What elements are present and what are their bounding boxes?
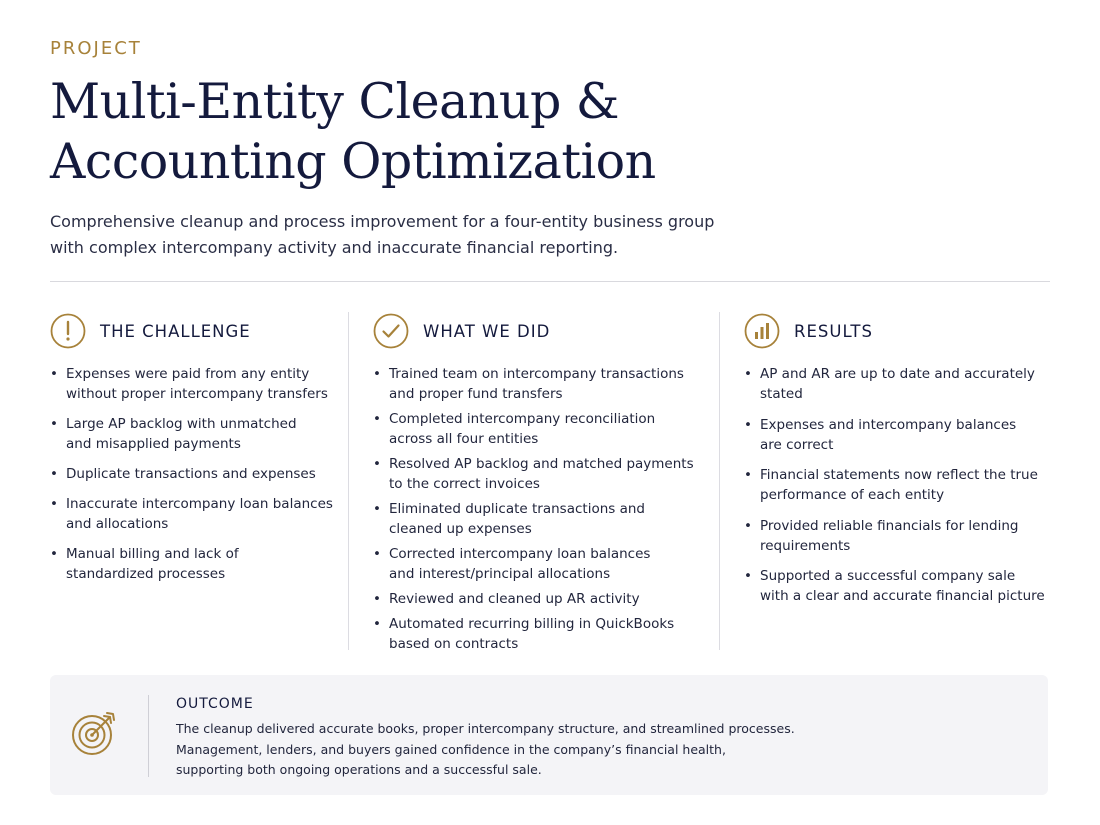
page-title-line: Multi-Entity Cleanup & [50,73,620,130]
list-item [50,544,340,584]
column-heading: THE CHALLENGE [100,321,251,341]
list-item-line: based on contracts [389,636,519,652]
checkmark-circle-icon [373,313,409,349]
list-item [373,364,693,404]
list-item-line: to the correct invoices [389,476,540,492]
column-header [373,312,693,350]
list-item [744,566,1044,606]
outcome-heading: OUTCOME [176,696,254,712]
target-icon [70,709,118,757]
challenge-list [50,364,340,584]
outcome-text [176,719,876,781]
results-column [744,312,1044,617]
what-we-did-column [373,312,693,659]
section-divider [50,281,1050,282]
list-item-line: without proper intercompany transfers [66,386,328,402]
results-list [744,364,1044,606]
page-title-line: Accounting Optimization [50,133,656,190]
list-item-line: • Resolved AP backlog and matched payments [389,456,694,472]
exclamation-circle-icon [50,313,86,349]
list-item [744,364,1044,404]
outcome-panel [50,675,1048,795]
outcome-line: The cleanup delivered accurate books, proper intercompany structure, and streamlined processes. [176,721,795,736]
list-item-line: • Reviewed and cleaned up AR activity [389,591,640,607]
list-item-line: • Completed intercompany reconciliation [389,411,656,427]
list-item-line: • Corrected intercompany loan balances [389,546,651,562]
list-item-line: • Inaccurate intercompany loan balances [66,496,333,512]
list-item-line: with a clear and accurate financial picture [760,588,1045,604]
list-item [373,544,693,584]
column-header [744,312,1044,350]
list-item [744,516,1044,556]
list-item [744,415,1044,455]
list-item-line: and misapplied payments [66,436,241,452]
column-heading: WHAT WE DID [423,321,551,341]
list-item-line: • Provided reliable financials for lending [760,517,1019,534]
page-subtitle [50,209,740,261]
outcome-line: supporting both ongoing operations and a successful sale. [176,762,542,777]
list-item [373,499,693,539]
list-item-line: • Large AP backlog with unmatched [66,416,297,432]
list-item-line: performance of each entity [760,487,945,503]
actions-list [373,364,693,654]
column-header [50,312,340,350]
list-item-line: standardized processes [66,566,226,582]
outcome-line: Management, lenders, and buyers gained confidence in the company’s financial health, [176,741,726,757]
list-item [373,589,693,609]
subtitle-line: Comprehensive cleanup and process improvement for a four-entity business group [50,212,715,231]
list-item [373,614,693,654]
list-item-line: are correct [760,436,834,453]
outcome-divider [148,695,149,777]
list-item-line: requirements [760,537,851,554]
list-item-line: • Financial statements now reflect the true [760,467,1038,483]
challenge-column [50,312,340,594]
list-item-line: • Expenses were paid from any entity [66,366,310,382]
list-item [50,414,340,454]
list-item-line: • Trained team on intercompany transactions [389,366,684,382]
column-heading: RESULTS [794,321,873,341]
list-item-line: and interest/principal allocations [389,566,611,582]
list-item [50,464,340,484]
subtitle-line: with complex intercompany activity and inaccurate financial reporting. [50,238,619,257]
list-item-line: • Supported a successful company sale [760,568,1016,584]
list-item [373,409,693,449]
page-title [50,72,810,192]
list-item-line: and proper fund transfers [389,386,563,402]
list-item-line: • AP and AR are up to date and accurately [760,366,1035,382]
list-item [373,454,693,494]
bar-chart-circle-icon [744,313,780,349]
column-divider [348,312,349,650]
list-item [50,364,340,404]
list-item-line: and allocations [66,516,169,532]
list-item-line: • Automated recurring billing in QuickBooks [389,616,675,632]
list-item-line: stated [760,386,803,402]
eyebrow-label: PROJECT [50,38,142,59]
list-item-line: • Eliminated duplicate transactions and [389,501,645,517]
list-item-line: • Expenses and intercompany balances [760,416,1017,433]
list-item-line: cleaned up expenses [389,521,532,537]
list-item-line: • Duplicate transactions and expenses [66,466,316,482]
list-item-line: across all four entities [389,431,539,447]
list-item-line: • Manual billing and lack of [66,546,239,562]
list-item [50,494,340,534]
column-divider [719,312,720,650]
list-item [744,465,1044,505]
